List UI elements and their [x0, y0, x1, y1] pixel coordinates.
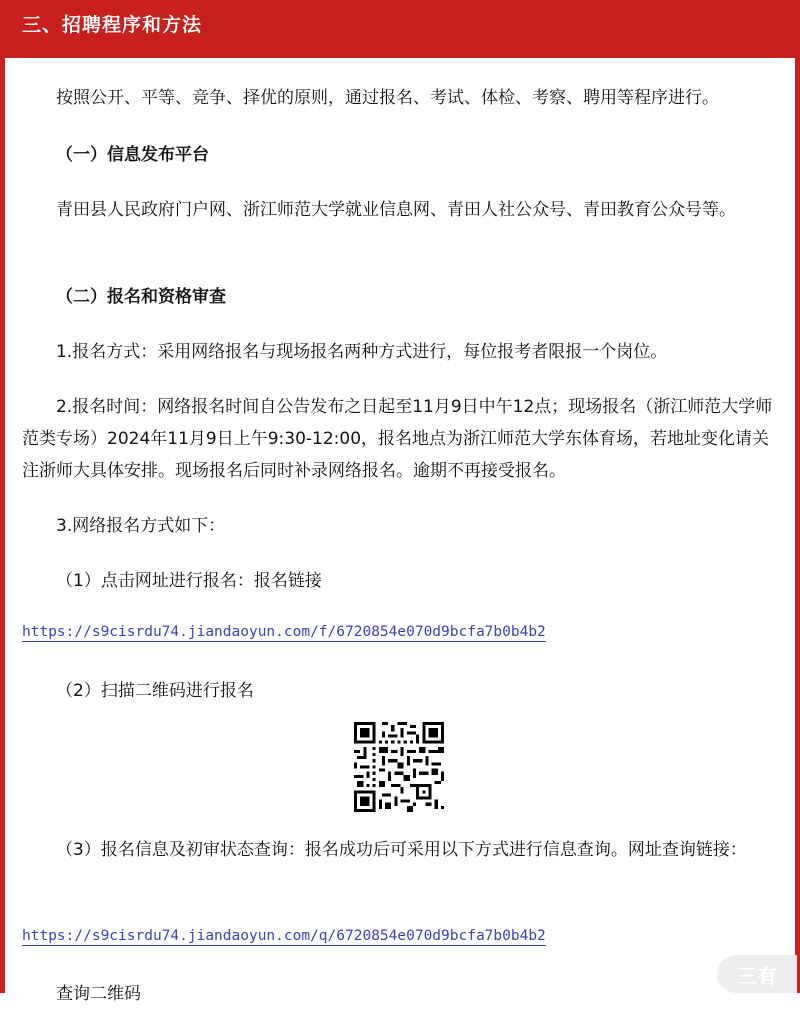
online-registration-heading: 3.网络报名方式如下：	[56, 516, 226, 536]
platforms-paragraph: 青田县人民政府门户网、浙江师范大学就业信息网、青田人社公众号、青田教育公众号等。	[56, 200, 736, 220]
query-qr-label: 查询二维码	[56, 984, 141, 1004]
query-link[interactable]: https://s9cisrdu74.jiandaoyun.com/q/6720854e070d9bcfa7b0b4b2	[22, 928, 546, 944]
scan-qr-instruction: （2）扫描二维码进行报名	[56, 681, 254, 701]
heading-info-platform: （一）信息发布平台	[56, 145, 209, 165]
watermark-badge	[717, 955, 797, 993]
status-query-instruction: （3）报名信息及初审状态查询：报名成功后可采用以下方式进行信息查询。网址查询链接：	[56, 840, 747, 860]
registration-method: 1.报名方式：采用网络报名与现场报名两种方式进行，每位报考者限报一个岗位。	[56, 342, 668, 362]
registration-qr-code	[354, 722, 444, 812]
section-header	[0, 0, 800, 58]
registration-link[interactable]: https://s9cisrdu74.jiandaoyun.com/f/6720854e070d9bcfa7b0b4b2	[22, 624, 546, 640]
intro-paragraph: 按照公开、平等、竞争、择优的原则，通过报名、考试、体检、考察、聘用等程序进行。	[56, 88, 719, 108]
click-link-instruction: （1）点击网址进行报名：报名链接	[56, 571, 322, 591]
section-title: 三、招聘程序和方法	[22, 14, 203, 36]
heading-registration: （二）报名和资格审查	[56, 287, 226, 307]
watermark-text: 三有	[737, 963, 777, 988]
registration-time: 2.报名时间：网络报名时间自公告发布之日起至11月9日中午12点；现场报名（浙江师范大学师范类专场）2024年11月9日上午9:30-12:00，报名地点为浙江师范大学东体育场，若地址变化请关注浙师大具体安排。现场报名后同时补录网络报名。逾期不再接受报名。	[22, 397, 773, 481]
